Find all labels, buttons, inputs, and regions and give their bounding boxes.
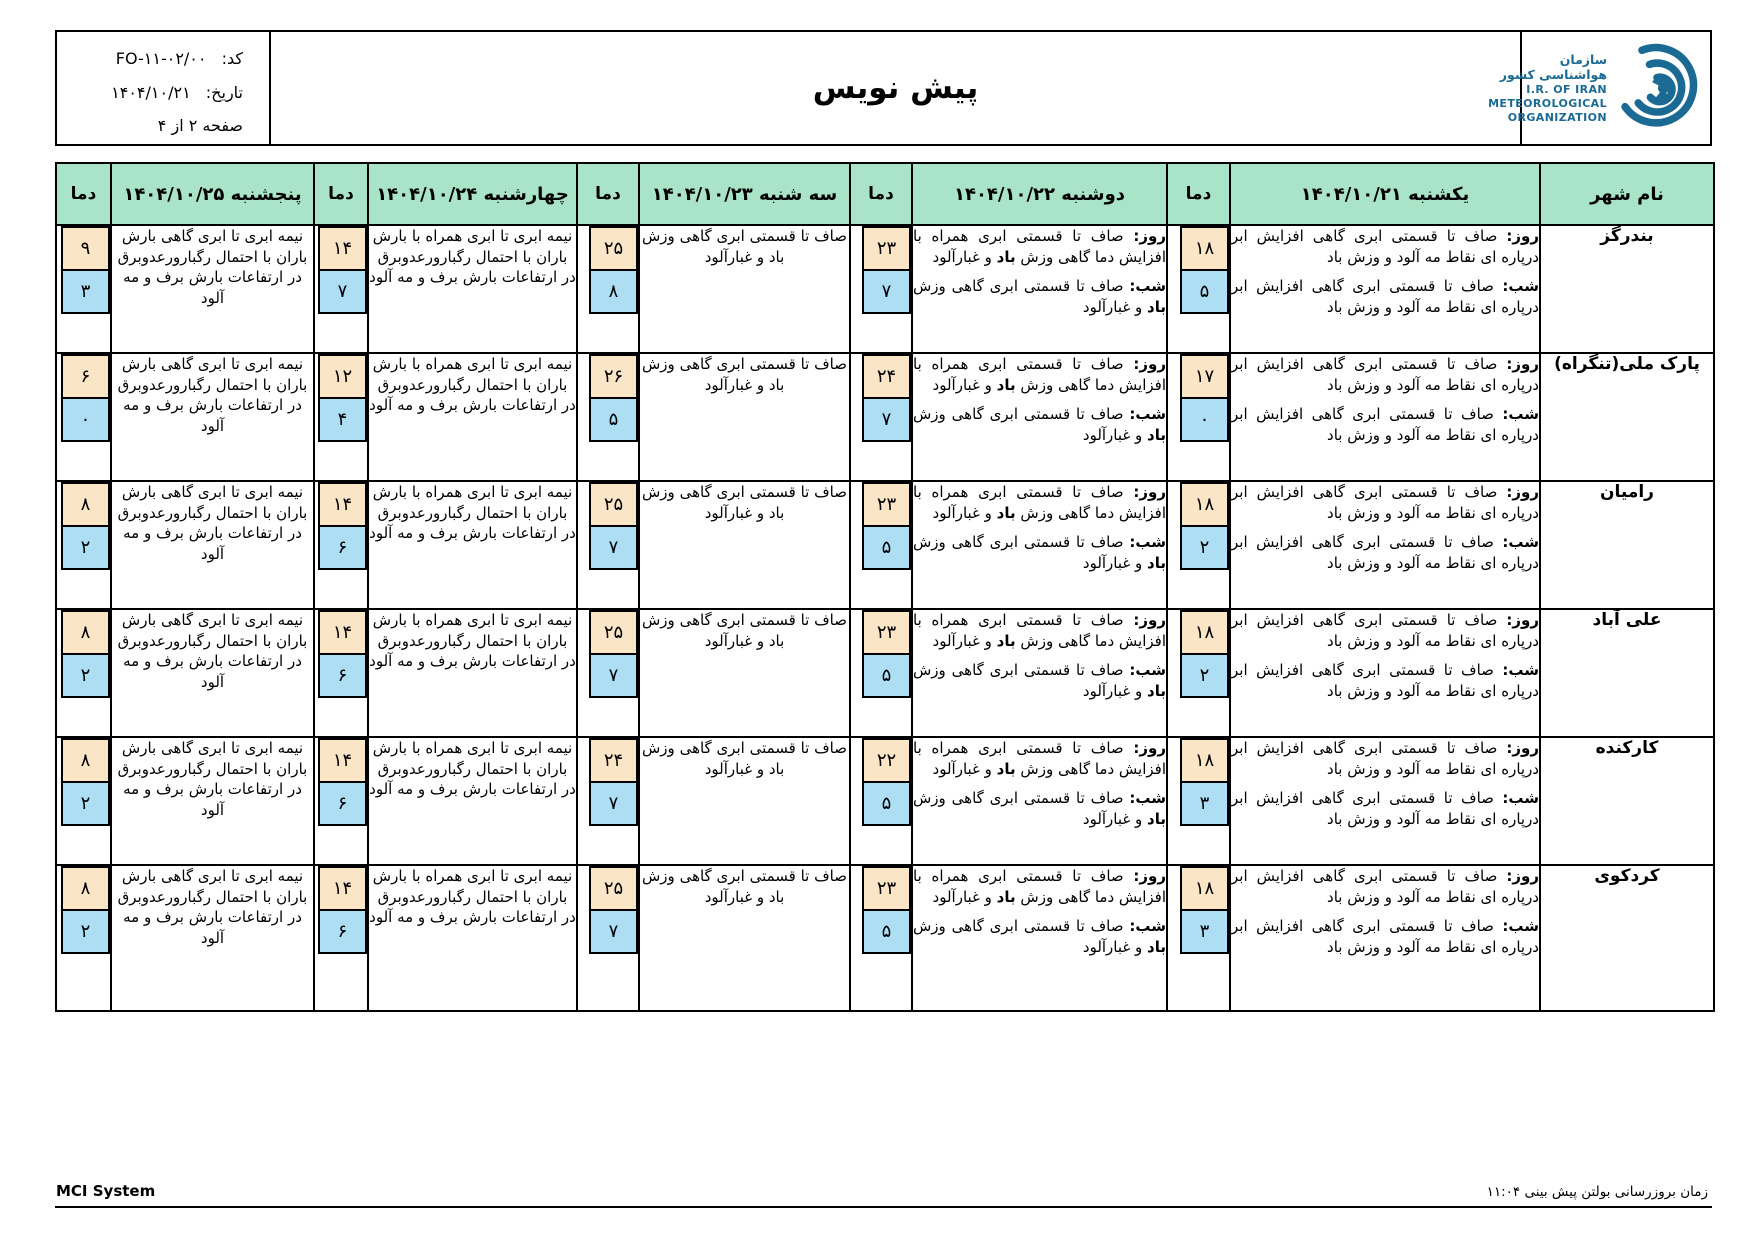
forecast-table <box>55 162 1715 1012</box>
forecast-paragraph: صاف تا قسمتی ابری گاهی وزش باد و غبارآلود <box>642 483 847 522</box>
temp-max: ۲۳ <box>862 610 911 655</box>
forecast-paragraph: روز: صاف تا قسمتی ابری گاهی افزایش ابر درپاره ای نقاط مه آلود و وزش باد <box>1231 227 1539 266</box>
forecast-paragraph: نیمه ابری تا ابری همراه با بارش باران با احتمال رگبارورعدوبرق در ارتفاعات بارش برف و مه آلود <box>369 611 576 671</box>
temp-box <box>589 226 638 314</box>
temp-box <box>589 866 638 954</box>
city-name: کارکنده <box>1540 737 1714 865</box>
temp-max: ۱۴ <box>318 866 367 911</box>
date-line <box>65 76 243 110</box>
temp-box <box>862 866 911 954</box>
forecast-cell <box>1230 609 1540 737</box>
title-zone <box>271 32 1520 144</box>
temp-cell <box>1167 481 1230 609</box>
forecast-cell <box>1230 225 1540 353</box>
forecast-paragraph: نیمه ابری تا ابری گاهی بارش باران با احتمال رگبارورعدوبرق در ارتفاعات بارش برف و مه آلود <box>117 611 308 692</box>
temp-box <box>862 226 911 314</box>
temp-max: ۲۶ <box>589 354 638 399</box>
temp-cell <box>577 865 639 1011</box>
info-box <box>57 32 271 144</box>
forecast-paragraph: شب: صاف تا قسمتی ابری گاهی افزایش ابر درپاره ای نقاط مه آلود و وزش باد <box>1231 789 1539 829</box>
temp-min: ۲ <box>61 909 110 954</box>
temp-cell <box>850 609 912 737</box>
temp-box <box>1180 226 1229 314</box>
forecast-cell <box>111 481 314 609</box>
forecast-paragraph: شب: صاف تا قسمتی ابری گاهی افزایش ابر درپاره ای نقاط مه آلود و وزش باد <box>1231 917 1539 957</box>
temp-box <box>61 354 110 442</box>
temp-cell <box>1167 737 1230 865</box>
forecast-cell <box>639 353 850 481</box>
table-header-row <box>56 163 1714 225</box>
temp-max: ۸ <box>61 610 110 655</box>
forecast-paragraph: روز: صاف تا قسمتی ابری گاهی افزایش ابر درپاره ای نقاط مه آلود و وزش باد <box>1231 739 1539 778</box>
temp-box <box>1180 354 1229 442</box>
page-line: صفحه ۲ از ۴ <box>157 116 243 136</box>
temp-min: ۳ <box>61 269 110 314</box>
temp-cell <box>850 481 912 609</box>
forecast-cell <box>111 353 314 481</box>
temp-box <box>589 354 638 442</box>
temp-box <box>318 226 367 314</box>
forecast-paragraph: شب: صاف تا قسمتی ابری گاهی وزش باد و غبارآلود <box>913 533 1166 573</box>
temp-max: ۶ <box>61 354 110 399</box>
city-name: رامیان <box>1540 481 1714 609</box>
forecast-paragraph: شب: صاف تا قسمتی ابری گاهی افزایش ابر درپاره ای نقاط مه آلود و وزش باد <box>1231 533 1539 573</box>
forecast-paragraph: نیمه ابری تا ابری گاهی بارش باران با احتمال رگبارورعدوبرق در ارتفاعات بارش برف و مه آلود <box>117 739 308 820</box>
logo-org-name-en1: I.R. OF IRAN <box>1526 83 1607 96</box>
temp-box <box>862 354 911 442</box>
temp-max: ۲۳ <box>862 482 911 527</box>
forecast-paragraph: نیمه ابری تا ابری همراه با بارش باران با احتمال رگبارورعدوبرق در ارتفاعات بارش برف و مه آلود <box>369 227 576 287</box>
forecast-cell <box>639 865 850 1011</box>
code-label: کد: <box>221 49 243 68</box>
temp-max: ۲۳ <box>862 866 911 911</box>
temp-box <box>61 738 110 826</box>
temp-min: ۵ <box>862 781 911 826</box>
forecast-paragraph: نیمه ابری تا ابری همراه با بارش باران با احتمال رگبارورعدوبرق در ارتفاعات بارش برف و مه آلود <box>369 739 576 799</box>
forecast-paragraph: شب: صاف تا قسمتی ابری گاهی وزش باد و غبارآلود <box>913 277 1166 317</box>
temp-box <box>1180 482 1229 570</box>
temp-max: ۱۸ <box>1180 226 1229 271</box>
temp-max: ۱۲ <box>318 354 367 399</box>
forecast-cell <box>1230 353 1540 481</box>
temp-cell <box>577 225 639 353</box>
forecast-cell <box>639 481 850 609</box>
forecast-cell <box>111 865 314 1011</box>
forecast-paragraph: شب: صاف تا قسمتی ابری گاهی وزش باد و غبارآلود <box>913 917 1166 957</box>
temp-min: ۲ <box>1180 653 1229 698</box>
forecast-cell <box>368 737 577 865</box>
temp-max: ۲۴ <box>589 738 638 783</box>
forecast-paragraph: شب: صاف تا قسمتی ابری گاهی وزش باد و غبارآلود <box>913 661 1166 701</box>
temp-cell <box>56 481 111 609</box>
temp-max: ۱۴ <box>318 610 367 655</box>
forecast-paragraph: شب: صاف تا قسمتی ابری گاهی افزایش ابر درپاره ای نقاط مه آلود و وزش باد <box>1231 661 1539 701</box>
temp-box <box>318 738 367 826</box>
forecast-cell <box>111 737 314 865</box>
temp-cell <box>577 609 639 737</box>
day-header-tuesday: سه شنبه ۱۴۰۴/۱۰/۲۳ <box>639 163 850 225</box>
temp-min: ۷ <box>589 781 638 826</box>
logo-org-name-en3: ORGANIZATION <box>1507 110 1607 124</box>
temp-min: ۴ <box>318 397 367 442</box>
temp-box <box>589 738 638 826</box>
temp-box <box>318 610 367 698</box>
document-header <box>55 30 1712 146</box>
forecast-paragraph: روز: صاف تا قسمتی ابری همراه با افزایش دما گاهی وزش باد و غبارآلود <box>913 483 1166 522</box>
logo-box <box>1488 32 1710 144</box>
forecast-cell <box>639 609 850 737</box>
temp-box <box>318 354 367 442</box>
temp-min: ۶ <box>318 525 367 570</box>
forecast-cell <box>1230 865 1540 1011</box>
forecast-paragraph: نیمه ابری تا ابری همراه با بارش باران با احتمال رگبارورعدوبرق در ارتفاعات بارش برف و مه آلود <box>369 483 576 543</box>
forecast-paragraph: روز: صاف تا قسمتی ابری همراه با افزایش دما گاهی وزش باد و غبارآلود <box>913 227 1166 266</box>
temp-box <box>589 482 638 570</box>
temp-min: ۵ <box>862 909 911 954</box>
temp-box <box>862 610 911 698</box>
forecast-paragraph: صاف تا قسمتی ابری گاهی وزش باد و غبارآلود <box>642 739 847 778</box>
forecast-paragraph: نیمه ابری تا ابری گاهی بارش باران با احتمال رگبارورعدوبرق در ارتفاعات بارش برف و مه آلود <box>117 355 308 436</box>
code-value: FO-۱۱-۰۲/۰۰ <box>115 49 207 68</box>
temp-min: ۳ <box>1180 781 1229 826</box>
temp-min: ۶ <box>318 909 367 954</box>
temp-min: ۷ <box>318 269 367 314</box>
temp-cell <box>577 353 639 481</box>
forecast-paragraph: شب: صاف تا قسمتی ابری گاهی وزش باد و غبارآلود <box>913 405 1166 445</box>
forecast-paragraph: روز: صاف تا قسمتی ابری گاهی افزایش ابر درپاره ای نقاط مه آلود و وزش باد <box>1231 483 1539 522</box>
temp-min: ۲ <box>61 525 110 570</box>
footer-update-time: زمان بروزرسانی بولتن پیش بینی ۱۱:۰۴ <box>1486 1184 1708 1200</box>
temp-min: ۷ <box>589 653 638 698</box>
forecast-paragraph: نیمه ابری تا ابری همراه با بارش باران با احتمال رگبارورعدوبرق در ارتفاعات بارش برف و مه آلود <box>369 867 576 927</box>
forecast-paragraph: روز: صاف تا قسمتی ابری همراه با افزایش دما گاهی وزش باد و غبارآلود <box>913 355 1166 394</box>
temp-max: ۸ <box>61 482 110 527</box>
temp-header-sunday: دما <box>1167 163 1230 225</box>
temp-cell <box>56 609 111 737</box>
logo-org-name-en2: METEOROLOGICAL <box>1488 96 1607 110</box>
temp-min: ۵ <box>862 525 911 570</box>
forecast-paragraph: شب: صاف تا قسمتی ابری گاهی افزایش ابر درپاره ای نقاط مه آلود و وزش باد <box>1231 277 1539 317</box>
temp-min: ۸ <box>589 269 638 314</box>
city-column-header: نام شهر <box>1540 163 1714 225</box>
temp-box <box>61 226 110 314</box>
temp-cell <box>577 737 639 865</box>
forecast-paragraph: نیمه ابری تا ابری همراه با بارش باران با احتمال رگبارورعدوبرق در ارتفاعات بارش برف و مه آلود <box>369 355 576 415</box>
temp-min: ۷ <box>862 397 911 442</box>
forecast-cell <box>111 225 314 353</box>
temp-min: ۵ <box>589 397 638 442</box>
temp-max: ۲۲ <box>862 738 911 783</box>
temp-max: ۱۸ <box>1180 482 1229 527</box>
temp-max: ۸ <box>61 866 110 911</box>
temp-cell <box>1167 609 1230 737</box>
forecast-cell <box>1230 481 1540 609</box>
temp-box <box>1180 866 1229 954</box>
temp-cell <box>314 225 368 353</box>
temp-box <box>61 866 110 954</box>
temp-cell <box>577 481 639 609</box>
temp-max: ۸ <box>61 738 110 783</box>
table-row <box>56 865 1714 1011</box>
forecast-cell <box>912 353 1167 481</box>
temp-cell <box>314 481 368 609</box>
temp-min: ۷ <box>589 525 638 570</box>
forecast-paragraph: صاف تا قسمتی ابری گاهی وزش باد و غبارآلود <box>642 227 847 266</box>
forecast-cell <box>368 225 577 353</box>
temp-cell <box>56 225 111 353</box>
forecast-cell <box>912 225 1167 353</box>
temp-max: ۲۵ <box>589 482 638 527</box>
forecast-paragraph: نیمه ابری تا ابری گاهی بارش باران با احتمال رگبارورعدوبرق در ارتفاعات بارش برف و مه آلود <box>117 867 308 948</box>
city-name: کردکوی <box>1540 865 1714 1011</box>
temp-min: ۵ <box>862 653 911 698</box>
temp-min: ۲ <box>61 653 110 698</box>
temp-max: ۲۴ <box>862 354 911 399</box>
temp-cell <box>850 225 912 353</box>
date-label: تاریخ: <box>205 82 243 102</box>
temp-cell <box>314 865 368 1011</box>
forecast-cell <box>912 481 1167 609</box>
forecast-cell <box>368 609 577 737</box>
temp-max: ۱۴ <box>318 226 367 271</box>
day-header-sunday: یکشنبه ۱۴۰۴/۱۰/۲۱ <box>1230 163 1540 225</box>
temp-min: ۶ <box>318 653 367 698</box>
forecast-cell <box>1230 737 1540 865</box>
temp-cell <box>1167 865 1230 1011</box>
temp-cell <box>1167 225 1230 353</box>
temp-box <box>1180 738 1229 826</box>
forecast-paragraph: صاف تا قسمتی ابری گاهی وزش باد و غبارآلود <box>642 355 847 394</box>
footer-system-label: MCI System <box>56 1182 156 1200</box>
forecast-paragraph: شب: صاف تا قسمتی ابری گاهی افزایش ابر درپاره ای نقاط مه آلود و وزش باد <box>1231 405 1539 445</box>
forecast-paragraph: صاف تا قسمتی ابری گاهی وزش باد و غبارآلود <box>642 611 847 650</box>
logo-text <box>1488 52 1607 125</box>
forecast-paragraph: روز: صاف تا قسمتی ابری همراه با افزایش دما گاهی وزش باد و غبارآلود <box>913 867 1166 906</box>
temp-min: ۶ <box>318 781 367 826</box>
day-header-wednesday: چهارشنبه ۱۴۰۴/۱۰/۲۴ <box>368 163 577 225</box>
date-value: ۱۴۰۴/۱۰/۲۱ <box>111 82 191 102</box>
forecast-paragraph: صاف تا قسمتی ابری گاهی وزش باد و غبارآلود <box>642 867 847 906</box>
temp-min: ۰ <box>61 397 110 442</box>
temp-max: ۱۴ <box>318 738 367 783</box>
forecast-cell <box>639 737 850 865</box>
forecast-cell <box>912 865 1167 1011</box>
temp-box <box>318 866 367 954</box>
table-row <box>56 481 1714 609</box>
temp-cell <box>850 353 912 481</box>
temp-cell <box>56 737 111 865</box>
temp-max: ۱۷ <box>1180 354 1229 399</box>
forecast-paragraph: روز: صاف تا قسمتی ابری همراه با افزایش دما گاهی وزش باد و غبارآلود <box>913 611 1166 650</box>
temp-header-tuesday: دما <box>577 163 639 225</box>
temp-box <box>318 482 367 570</box>
temp-cell <box>850 737 912 865</box>
temp-box <box>589 610 638 698</box>
footer-divider <box>55 1206 1712 1208</box>
temp-min: ۲ <box>61 781 110 826</box>
temp-max: ۱۸ <box>1180 866 1229 911</box>
forecast-cell <box>368 353 577 481</box>
temp-min: ۲ <box>1180 525 1229 570</box>
forecast-paragraph: نیمه ابری تا ابری گاهی بارش باران با احتمال رگبارورعدوبرق در ارتفاعات بارش برف و مه آلود <box>117 227 308 308</box>
day-header-thursday: پنجشنبه ۱۴۰۴/۱۰/۲۵ <box>111 163 314 225</box>
day-header-monday: دوشنبه ۱۴۰۴/۱۰/۲۲ <box>912 163 1167 225</box>
temp-box <box>1180 610 1229 698</box>
forecast-paragraph: شب: صاف تا قسمتی ابری گاهی وزش باد و غبارآلود <box>913 789 1166 829</box>
temp-cell <box>1167 353 1230 481</box>
forecast-paragraph: روز: صاف تا قسمتی ابری گاهی افزایش ابر درپاره ای نقاط مه آلود و وزش باد <box>1231 355 1539 394</box>
temp-min: ۰ <box>1180 397 1229 442</box>
forecast-cell <box>912 609 1167 737</box>
temp-cell <box>850 865 912 1011</box>
code-line <box>65 42 243 76</box>
forecast-paragraph: نیمه ابری تا ابری گاهی بارش باران با احتمال رگبارورعدوبرق در ارتفاعات بارش برف و مه آلود <box>117 483 308 564</box>
temp-max: ۱۸ <box>1180 738 1229 783</box>
forecast-cell <box>368 865 577 1011</box>
temp-max: ۹ <box>61 226 110 271</box>
forecast-cell <box>639 225 850 353</box>
forecast-paragraph: روز: صاف تا قسمتی ابری گاهی افزایش ابر درپاره ای نقاط مه آلود و وزش باد <box>1231 611 1539 650</box>
temp-min: ۷ <box>589 909 638 954</box>
temp-max: ۲۵ <box>589 610 638 655</box>
temp-cell <box>314 609 368 737</box>
forecast-cell <box>368 481 577 609</box>
forecast-paragraph: روز: صاف تا قسمتی ابری همراه با افزایش دما گاهی وزش باد و غبارآلود <box>913 739 1166 778</box>
city-name: علی آباد <box>1540 609 1714 737</box>
temp-max: ۲۵ <box>589 866 638 911</box>
temp-max: ۲۵ <box>589 226 638 271</box>
table-row <box>56 353 1714 481</box>
city-name: بندرگز <box>1540 225 1714 353</box>
temp-min: ۷ <box>862 269 911 314</box>
logo-org-name-fa: سازمان هواشناسی کشور <box>1499 51 1607 83</box>
temp-header-monday: دما <box>850 163 912 225</box>
irimo-spiral-logo-icon <box>1610 39 1704 137</box>
temp-cell <box>314 737 368 865</box>
forecast-paragraph: روز: صاف تا قسمتی ابری گاهی افزایش ابر درپاره ای نقاط مه آلود و وزش باد <box>1231 867 1539 906</box>
temp-cell <box>314 353 368 481</box>
temp-cell <box>56 353 111 481</box>
forecast-tbody <box>56 225 1714 1011</box>
forecast-cell <box>912 737 1167 865</box>
page-title: پیش نویس <box>812 70 979 106</box>
temp-min: ۳ <box>1180 909 1229 954</box>
temp-box <box>61 482 110 570</box>
temp-box <box>862 738 911 826</box>
temp-max: ۱۸ <box>1180 610 1229 655</box>
table-row <box>56 225 1714 353</box>
city-name: پارک ملی(تنگراه) <box>1540 353 1714 481</box>
temp-cell <box>56 865 111 1011</box>
temp-box <box>862 482 911 570</box>
table-row <box>56 609 1714 737</box>
forecast-cell <box>111 609 314 737</box>
table-row <box>56 737 1714 865</box>
temp-max: ۲۳ <box>862 226 911 271</box>
temp-header-thursday: دما <box>56 163 111 225</box>
temp-box <box>61 610 110 698</box>
temp-max: ۱۴ <box>318 482 367 527</box>
temp-min: ۵ <box>1180 269 1229 314</box>
temp-header-wednesday: دما <box>314 163 368 225</box>
